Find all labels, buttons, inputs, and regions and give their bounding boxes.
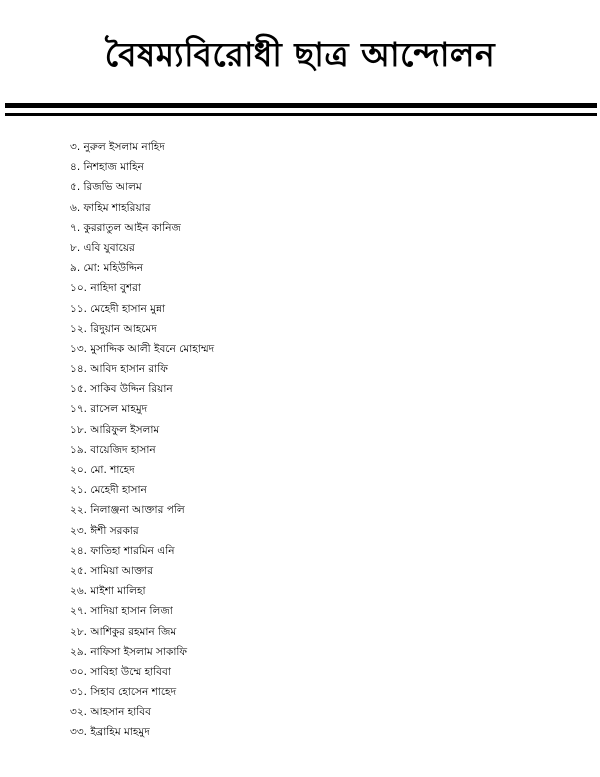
header-divider-thin <box>5 113 597 116</box>
list-item: ২৯. নাফিসা ইসলাম সাকাফি <box>70 645 188 658</box>
list-item: ৩১. সিহাব হোসেন শাহেদ <box>70 686 177 699</box>
list-item: ৭. কুররাতুল আইন কানিজ <box>70 221 181 234</box>
list-item: ২৩. ঈশী সরকার <box>70 524 139 537</box>
name-list <box>70 137 214 743</box>
list-item: ২০. মো. শাহেদ <box>70 464 135 476</box>
list-item: ১৮. আরিফুল ইসলাম <box>70 423 160 436</box>
list-item: ৩. নুরুল ইসলাম নাহিদ <box>70 141 165 153</box>
list-item: ২৬. মাইশা মালিহা <box>70 585 146 598</box>
list-item: ৩২. আহসান হাবিব <box>70 706 151 719</box>
list-item: ৬. ফাহিম শাহরিয়ার <box>70 201 151 214</box>
list-item: ৩০. সাবিহা উম্মে হাবিবা <box>70 665 171 678</box>
list-item: ৫. রিজভি আলম <box>70 181 142 194</box>
list-item: ১৫. সাকিব উদ্দিন রিয়ান <box>70 383 173 396</box>
page-title: বৈষম্যবিরোধী ছাত্র আন্দোলন <box>104 35 496 74</box>
list-item: ৩৩. ইব্রাহিম মাহমুদ <box>70 726 150 739</box>
list-item: ৮. এবি যুবায়ের <box>70 241 135 254</box>
list-item: ১৩. মুসাদ্দিক আলী ইবনে মোহাম্মদ <box>70 342 215 355</box>
list-item: ২৮. আশিকুর রহমান জিম <box>70 625 177 638</box>
list-item: ১৯. বায়েজিদ হাসান <box>70 443 156 456</box>
list-item: ২২. নিলাঞ্জনা আক্তার পলি <box>70 504 185 517</box>
list-item: ১৪. আবিদ হাসান রাফি <box>70 363 168 376</box>
list-item: ১২. রিদুয়ান আহমেদ <box>70 322 157 335</box>
list-item: ২৭. সাদিয়া হাসান লিজা <box>70 605 173 618</box>
list-item: ১১. মেহেদী হাসান মুন্না <box>70 302 166 315</box>
header-divider-thick <box>5 103 597 108</box>
list-item: ২৪. ফাতিহা শারমিন এনি <box>70 544 175 557</box>
list-item: ৯. মো: মহিউদ্দিন <box>70 262 144 275</box>
list-item: ১৭. রাসেল মাহমুদ <box>70 403 148 416</box>
list-item: ১০. নাহিদা বুশরা <box>70 282 141 295</box>
list-item: ৪. নিশহাজ মাহিন <box>70 161 144 174</box>
list-item: ২১. মেহেদী হাসান <box>70 484 147 497</box>
list-item: ২৫. সামিয়া আক্তার <box>70 564 153 577</box>
